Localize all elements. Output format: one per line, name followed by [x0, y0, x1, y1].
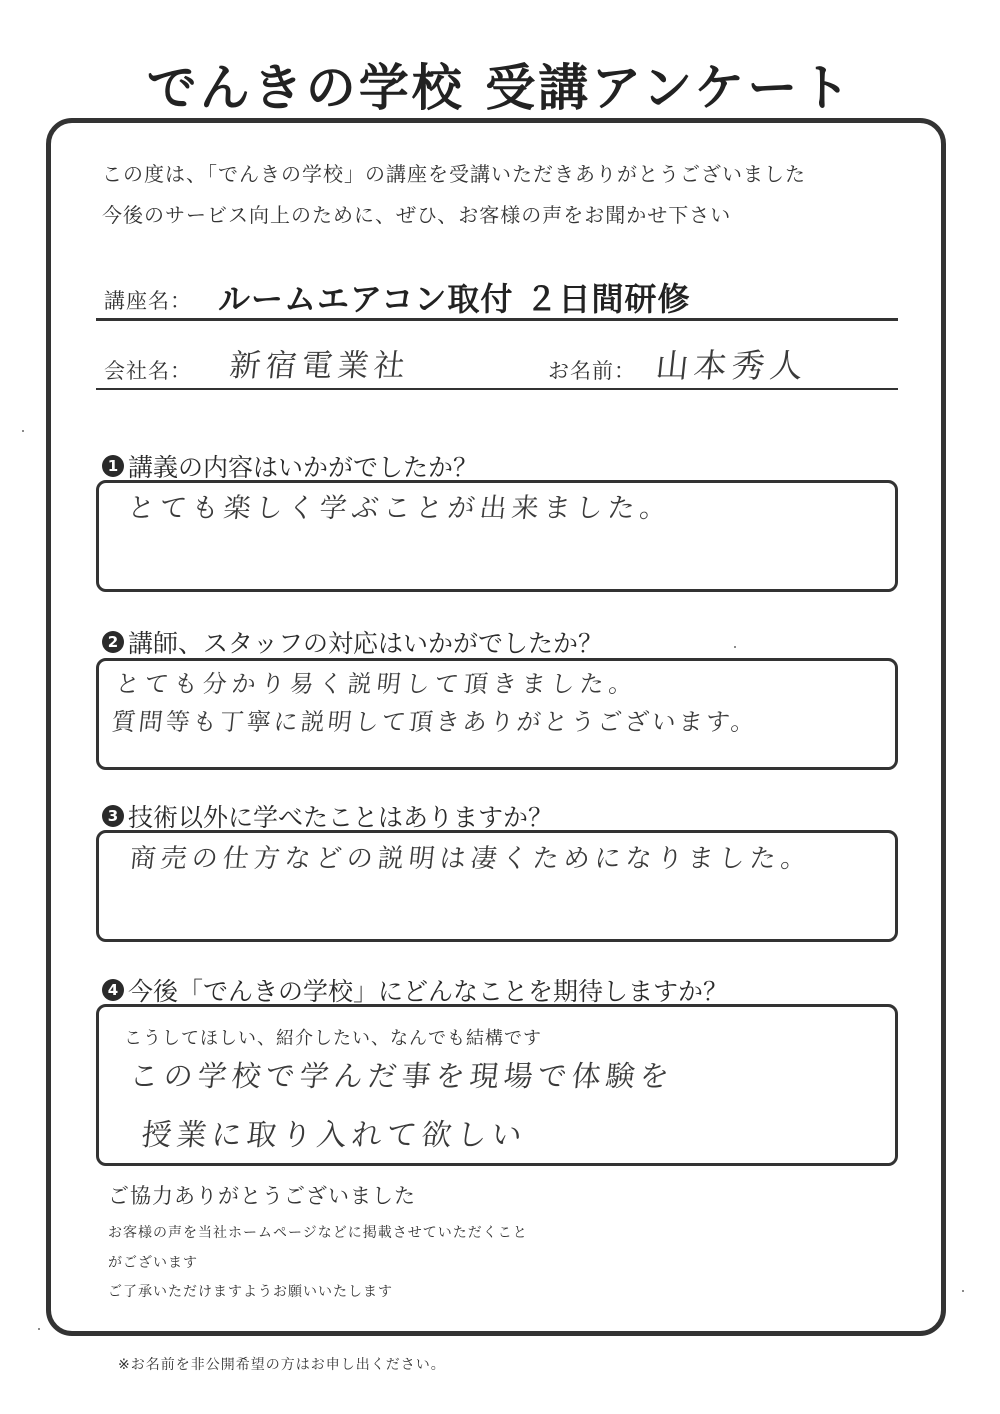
number-1-badge: 1 — [102, 455, 124, 477]
course-label: 講座名： — [104, 289, 192, 313]
answer-3-line-1: 商売の仕方などの説明は凄くためになりました。 — [128, 844, 814, 874]
company-label: 会社名： — [104, 359, 192, 383]
intro-line-2: 今後のサービス向上のために、ぜひ、お客様の声をお聞かせ下さい — [102, 203, 732, 227]
scan-speck — [38, 1328, 40, 1330]
answer-4-line-1: この学校で学んだ事を現場で体験を — [128, 1059, 676, 1093]
answer-2-line-1: とても分かり易く説明して頂きました。 — [114, 670, 640, 698]
answer-2-line-2: 質問等も丁寧に説明して頂きありがとうございます。 — [110, 708, 760, 736]
customer-name-handwritten: 山本秀人 — [653, 346, 810, 385]
question-2-text: 講師、スタッフの対応はいかがでしたか？ — [128, 629, 604, 658]
question-3 — [102, 798, 553, 834]
question-4-text: 今後「でんきの学校」にどんなことを期待しますか？ — [128, 977, 729, 1006]
course-underline — [96, 318, 898, 321]
question-3-text: 技術以外に学べたことはありますか？ — [128, 803, 554, 832]
survey-title: でんきの学校 受講アンケート — [146, 59, 854, 117]
publish-note-line-1: お客様の声を当社ホームページなどに掲載させていただくこと — [108, 1225, 528, 1241]
course-name: ルームエアコン取付 ２日間研修 — [218, 280, 691, 318]
scan-speck — [962, 1290, 964, 1292]
scan-speck — [734, 646, 736, 648]
company-name-handwritten: 新宿電業社 — [227, 348, 412, 384]
scan-speck — [22, 430, 24, 432]
answer-4-hint: こうしてほしい、紹介したい、なんでも結構です — [124, 1028, 542, 1049]
number-2-badge: 2 — [102, 631, 124, 653]
number-3-badge: 3 — [102, 805, 124, 827]
question-1 — [102, 448, 478, 484]
question-4 — [102, 972, 728, 1008]
number-4-badge: 4 — [102, 979, 124, 1001]
answer-4-line-2: 授業に取り入れて欲しい — [139, 1118, 529, 1153]
publish-note-line-3: ご了承いただけますようお願いいたします — [108, 1284, 393, 1300]
thanks-text: ご協力ありがとうございました — [108, 1184, 416, 1208]
question-2 — [102, 624, 603, 660]
publish-note-line-2: がございます — [108, 1255, 198, 1271]
footnote: ※お名前を非公開希望の方はお申し出ください。 — [118, 1357, 446, 1373]
answer-1-line-1: とても楽しく学ぶことが出来ました。 — [126, 493, 674, 524]
customer-name-label: お名前： — [548, 359, 636, 383]
company-underline — [96, 388, 898, 390]
intro-line-1: この度は、「でんきの学校」の講座を受講いただきありがとうございました — [102, 162, 806, 186]
question-1-text: 講義の内容はいかがでしたか？ — [128, 453, 479, 482]
